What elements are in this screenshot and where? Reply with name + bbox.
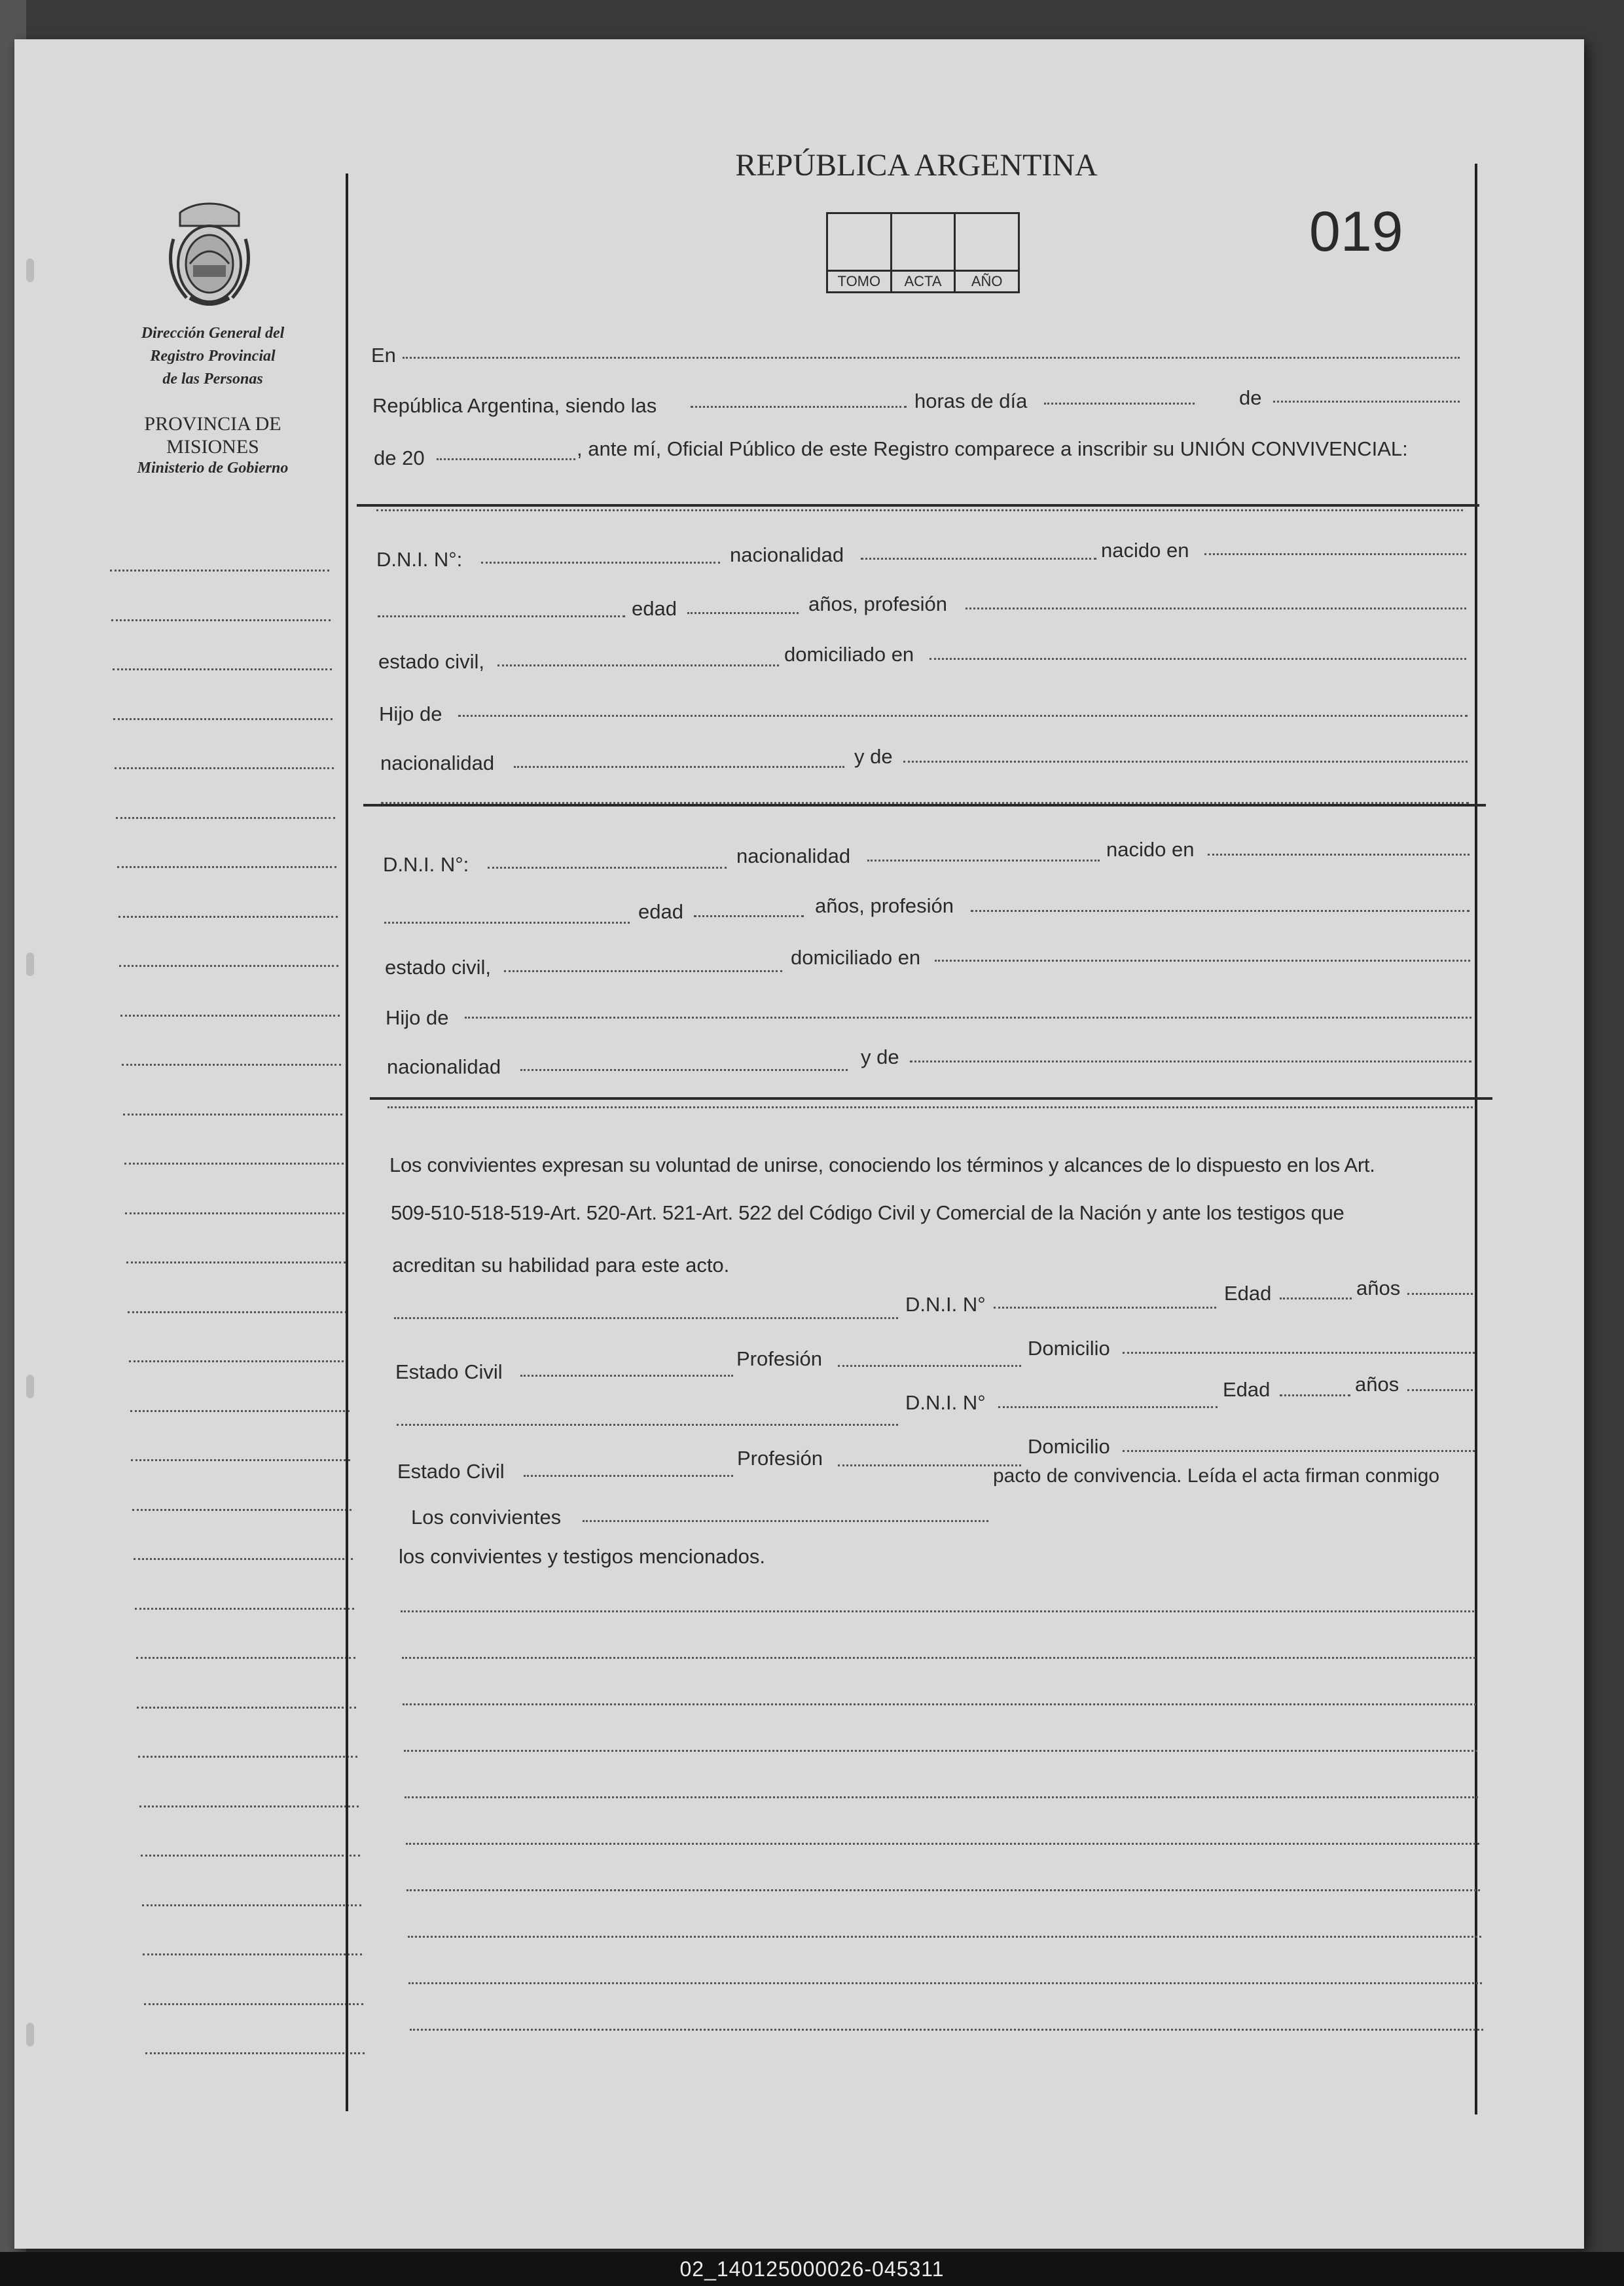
margin-note-line[interactable] [137,1707,356,1709]
signature-line[interactable] [410,2029,1483,2031]
en-label: En [371,344,396,367]
margin-note-line[interactable] [141,1855,360,1857]
estado-civil-label: estado civil, [385,956,491,979]
witness1-profesion-line[interactable] [838,1365,1021,1367]
hijo-label: Hijo de [386,1006,449,1029]
dni-line[interactable] [488,867,727,869]
edad-label: edad [632,597,677,620]
nacido-label: nacido en [1101,539,1189,562]
witness1-anos-line[interactable] [1407,1293,1473,1295]
day-line[interactable] [1044,403,1195,405]
nacionalidad-label: nacionalidad [736,844,851,867]
y-de-label: y de [854,745,893,768]
margin-note-line[interactable] [113,668,332,670]
margin-note-line[interactable] [135,1608,354,1610]
pacto-line[interactable] [583,1520,988,1522]
province-seal-icon [160,200,259,311]
intro-extra-line[interactable] [376,509,1463,511]
scan-caption: 02_140125000026-045311 [679,2257,945,2281]
estado-civil-line[interactable] [504,970,782,972]
witness-domicilio-label: Domicilio [1028,1435,1110,1458]
margin-note-line[interactable] [123,1114,342,1116]
birth-place-line[interactable] [384,922,630,924]
section-divider [357,504,1479,507]
year-prefix: de 20 [374,446,425,469]
margin-note-line[interactable] [131,1459,350,1461]
nacido-line[interactable] [1204,553,1466,555]
witness-edad-label: Edad [1224,1282,1272,1305]
acta-number: 019 [1309,200,1403,263]
margin-note-line[interactable] [145,2052,365,2054]
dni-label: D.N.I. N°: [383,853,469,876]
margin-note-line[interactable] [134,1558,353,1560]
profesion-line[interactable] [965,608,1466,609]
signature-line[interactable] [406,1889,1480,1891]
signature-line[interactable] [408,1936,1481,1938]
margin-note-line[interactable] [117,866,336,868]
witness-anos-label: años [1356,1277,1401,1299]
witness-profesion-label: Profesión [737,1447,823,1470]
binding-hole [26,2023,34,2046]
registry-name: Dirección General del Registro Provincial de las Personas [141,325,285,388]
nacionalidad-padre-label: nacionalidad [380,752,495,774]
margin-note-line[interactable] [122,1064,341,1066]
margin-note-line[interactable] [128,1311,347,1313]
witness1-edad-line[interactable] [1280,1297,1352,1299]
person1-extra-line[interactable] [381,802,1469,804]
witness2-anos-line[interactable] [1407,1389,1473,1391]
domicilio-line[interactable] [929,658,1466,660]
y-de-label: y de [861,1045,899,1068]
witness-profesion-label: Profesión [736,1347,822,1370]
dni-line[interactable] [481,562,720,564]
domiciliado-label: domiciliado en [791,946,921,969]
margin-note-line[interactable] [144,2003,363,2005]
nacionalidad-line[interactable] [861,558,1096,560]
year-line[interactable] [437,458,575,460]
hijo-label: Hijo de [379,702,442,725]
margin-note-line[interactable] [136,1657,355,1659]
person2-extra-line[interactable] [388,1106,1473,1108]
witness1-dni-line[interactable] [994,1307,1216,1309]
profesion-label: años, profesión [815,894,954,917]
witness2-dni-line[interactable] [998,1406,1218,1408]
witness2-name-line[interactable] [397,1424,898,1426]
nacionalidad-padre-line[interactable] [514,766,844,768]
closing-convivientes-label: Los convivientes [411,1506,562,1529]
tomo-field[interactable]: TOMO [828,214,892,291]
ministry-name: Ministerio de Gobierno [137,460,289,477]
edad-label: edad [638,900,683,923]
witness1-estado-civil-line[interactable] [520,1375,733,1377]
padres-line[interactable] [458,715,1468,717]
witness1-domicilio-line[interactable] [1123,1352,1475,1354]
margin-note-line[interactable] [126,1261,346,1263]
witness-estado-civil-label: Estado Civil [395,1360,503,1383]
republica-label: República Argentina, siendo las [372,394,657,417]
profesion-label: años, profesión [808,592,947,615]
margin-note-line[interactable] [110,570,329,572]
margin-note-line[interactable] [130,1410,350,1412]
witness-dni-label: D.N.I. N° [905,1293,986,1316]
witness2-estado-civil-line[interactable] [524,1475,733,1477]
nacido-label: nacido en [1106,838,1195,861]
domiciliado-label: domiciliado en [784,643,914,666]
closing-line-2: los convivientes y testigos mencionados. [399,1545,766,1568]
margin-note-line[interactable] [116,817,335,819]
margin-note-line[interactable] [138,1756,357,1758]
nacionalidad-line[interactable] [867,860,1100,862]
witness-anos-label: años [1355,1373,1399,1396]
estado-civil-label: estado civil, [378,650,484,673]
place-line[interactable] [403,357,1460,359]
witness-edad-label: Edad [1223,1378,1271,1401]
margin-note-line[interactable] [113,718,333,720]
witness-dni-label: D.N.I. N° [905,1391,986,1414]
estado-civil-line[interactable] [497,664,779,666]
nacionalidad-padre-label: nacionalidad [387,1055,501,1078]
birth-place-line[interactable] [378,615,625,617]
tomo-acta-ano-box [826,212,1020,293]
dni-label: D.N.I. N°: [376,548,463,571]
witness1-name-line[interactable] [394,1317,898,1319]
margin-note-line[interactable] [124,1163,344,1165]
nacido-line[interactable] [1208,854,1470,856]
signature-line[interactable] [404,1750,1477,1752]
closing-pacto-text: pacto de convivencia. Leída el acta firman conmigo [993,1465,1440,1487]
domicilio-line[interactable] [935,960,1470,962]
signature-line[interactable] [408,1982,1482,1984]
edad-line[interactable] [687,612,799,614]
binding-hole [26,952,34,976]
document-title: REPÚBLICA ARGENTINA [735,148,1098,183]
right-frame-line [1475,164,1477,2114]
nacionalidad-padre-line[interactable] [520,1069,848,1071]
binding-hole [26,259,34,282]
margin-note-line[interactable] [143,1953,362,1955]
acta-field[interactable]: ACTA [892,214,956,291]
left-frame-line [346,173,348,2111]
witness-domicilio-label: Domicilio [1028,1337,1110,1360]
margin-note-line[interactable] [111,619,331,621]
ante-mi-text: , ante mí, Oficial Público de este Registro comparece a inscribir su UNIÓN CONVIVENCIAL: [577,437,1408,460]
hours-line[interactable] [691,406,907,408]
margin-note-line[interactable] [119,965,338,967]
declaration-line-2: 509-510-518-519-Art. 520-Art. 521-Art. 522 del Código Civil y Comercial de la Nación y ante los testigos que [391,1201,1344,1224]
horas-label: horas de día [914,390,1028,412]
binding-hole [26,1375,34,1398]
signature-line[interactable] [405,1796,1478,1798]
margin-note-line[interactable] [120,1015,340,1017]
de-label: de [1239,386,1262,409]
section-divider [370,1097,1492,1100]
madre-line[interactable] [903,761,1468,763]
province-name: PROVINCIA DE MISIONES [144,413,281,458]
margin-note-line[interactable] [132,1509,352,1511]
padres-line[interactable] [465,1017,1471,1019]
month-line[interactable] [1273,401,1460,403]
margin-note-line[interactable] [139,1805,359,1807]
section-divider [363,804,1486,807]
signature-line[interactable] [401,1610,1474,1612]
witness2-domicilio-line[interactable] [1123,1450,1475,1452]
edad-line[interactable] [694,915,804,917]
declaration-line-1: Los convivientes expresan su voluntad de unirse, conociendo los términos y alcances de lo dispuesto en los Art. [389,1153,1375,1176]
profesion-line[interactable] [971,910,1470,912]
signature-line[interactable] [403,1703,1476,1705]
ano-field[interactable]: AÑO [956,214,1018,291]
signature-line[interactable] [406,1843,1479,1845]
margin-note-line[interactable] [129,1360,348,1362]
madre-line[interactable] [910,1061,1471,1062]
declaration-line-3: acreditan su habilidad para este acto. [392,1254,730,1277]
margin-note-line[interactable] [142,1904,361,1906]
margin-note-line[interactable] [118,916,338,918]
witness2-edad-line[interactable] [1280,1394,1350,1396]
nacionalidad-label: nacionalidad [730,543,844,566]
margin-note-line[interactable] [125,1212,344,1214]
witness-estado-civil-label: Estado Civil [397,1460,505,1483]
signature-line[interactable] [402,1657,1475,1659]
margin-note-line[interactable] [115,767,334,769]
